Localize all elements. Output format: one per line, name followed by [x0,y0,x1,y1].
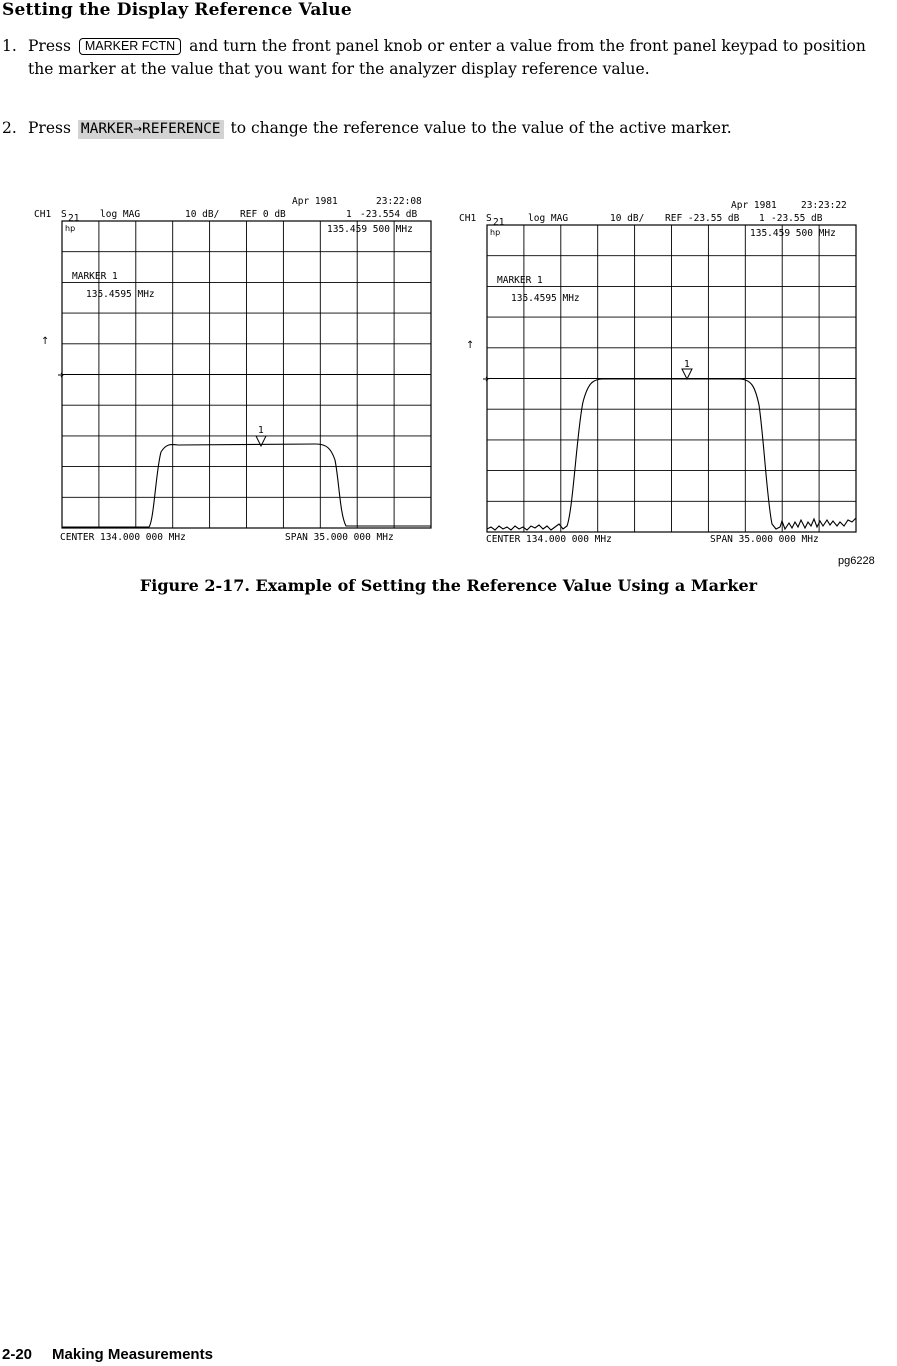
ref-arrow-icon: ↑ [466,340,475,351]
figure-id: pg6228 [838,555,875,567]
screen-channel: CH1 [459,213,477,224]
screen-param: S [61,209,67,220]
screen-marker-value: -23.55 dB [771,213,823,224]
step-number: 1. [2,37,17,55]
screen-param-sub: 21 [493,217,505,228]
screen-param-sub: 21 [68,213,80,224]
step-text [28,35,895,81]
marker-num-label: 1 [258,425,264,436]
marker-to-reference-softkey[interactable]: MARKER→REFERENCE [78,120,224,139]
analyzer-screen-before [30,190,440,550]
screen-marker-num: 1 [346,209,352,220]
screen-ref: REF -23.55 dB [665,213,740,224]
page-number: 2-20 [2,1346,33,1363]
marker-num-label: 1 [684,359,690,370]
screen-span: SPAN 35.000 000 MHz [285,532,394,543]
screen-marker-value: -23.554 dB [360,209,418,220]
screen-marker-label: MARKER 1 [72,271,118,282]
screen-scale: 10 dB/ [185,209,220,220]
screen-marker-freq: 135.459 500 MHz [750,228,836,239]
screen-channel: CH1 [34,209,52,220]
screen-marker-readout: 135.4595 MHz [86,289,155,300]
screen-date: Apr 1981 [731,200,777,211]
screen-marker-freq: 135.459 500 MHz [327,224,413,235]
ref-arrow-icon: ↑ [41,336,50,347]
footer-section: Making Measurements [52,1346,213,1363]
step-prefix: Press [28,119,71,137]
marker-1-symbol [256,425,266,446]
screen-time: 23:22:08 [376,196,422,207]
screen-span: SPAN 35.000 000 MHz [710,534,819,545]
hp-logo-icon: hp [65,224,76,233]
screen-center: CENTER 134.000 000 MHz [60,532,186,543]
step-number: 2. [2,119,17,137]
screen-format: log MAG [528,213,569,224]
analyzer-screen-after [455,190,865,550]
screen-scale: 10 dB/ [610,213,645,224]
marker-1-symbol [682,359,692,379]
screen-time: 23:23:22 [801,200,847,211]
screen-date: Apr 1981 [292,196,338,207]
section-heading: Setting the Display Reference Value [2,0,352,20]
figure [0,190,897,580]
screen-marker-num: 1 [759,213,765,224]
marker-fctn-key[interactable]: MARKER FCTN [79,38,181,55]
screen-format: log MAG [100,209,141,220]
screen-param: S [486,213,492,224]
step-prefix: Press [28,37,71,55]
screen-marker-label: MARKER 1 [497,275,543,286]
step-suffix: to change the reference value to the value of the active marker. [230,119,732,137]
step-text [28,117,895,140]
screen-marker-readout: 135.4595 MHz [511,293,580,304]
hp-logo-icon: hp [490,228,501,237]
screen-ref: REF 0 dB [240,209,286,220]
page-footer [2,1346,213,1363]
ref-position-icon [58,373,63,377]
figure-caption: Figure 2-17. Example of Setting the Reference Value Using a Marker [139,576,758,595]
graticule [62,221,431,528]
step-suffix: and turn the front panel knob or enter a value from the front panel keypad to position the marker at the value that you want for the analyzer display reference value. [28,37,866,78]
ref-position-icon [483,377,488,381]
screen-center: CENTER 134.000 000 MHz [486,534,612,545]
